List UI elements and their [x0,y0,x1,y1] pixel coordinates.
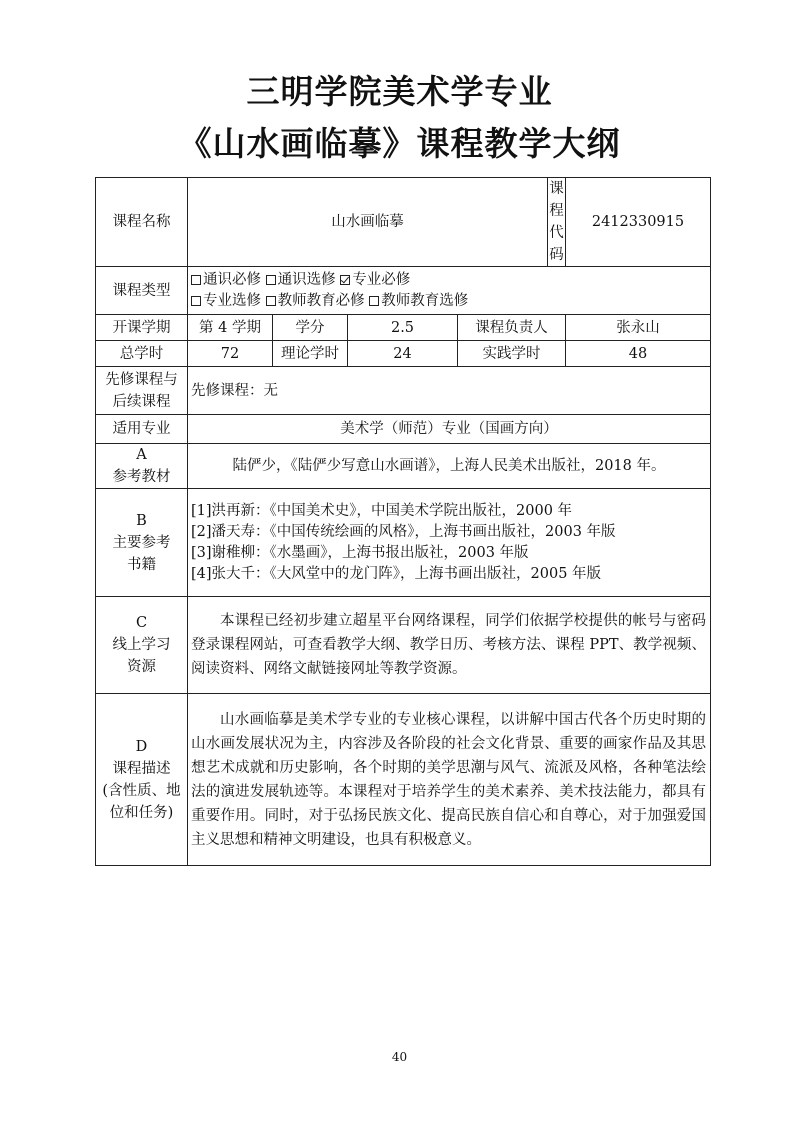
checkbox-icon [191,275,201,285]
row-reference [96,444,711,489]
course-code-label-char: 代 [549,225,564,241]
major-label: 适用专业 [96,415,188,444]
checkbox-icon [266,296,276,306]
course-type-options [188,267,711,315]
online-label: C 线上学习 资源 [96,597,188,694]
theory-hours-value: 24 [348,341,458,367]
reference-label: A 参考教材 [96,444,188,489]
checkbox-checked-icon [340,275,350,285]
row-main-books [96,489,711,597]
option-teacher-required[interactable]: 教师教育必修 [266,293,365,309]
leader-value: 张永山 [566,315,711,341]
credit-value: 2.5 [348,315,458,341]
practice-hours-label: 实践学时 [458,341,566,367]
course-name-label: 课程名称 [96,178,188,267]
leader-label: 课程负责人 [458,315,566,341]
practice-hours-value: 48 [566,341,711,367]
book-item: [4]张大千：《大风堂中的龙门阵》，上海书画出版社，2005 年版 [191,565,602,582]
checkbox-icon [369,296,379,306]
semester-value: 第 4 学期 [188,315,273,341]
course-name-value: 山水画临摹 [188,178,548,267]
book-item: [1]洪再新：《中国美术史》，中国美术学院出版社，2000 年 [191,502,573,519]
row-hours [96,341,711,367]
course-code-label-char: 码 [549,247,564,263]
main-books-list [188,489,711,597]
course-code-value: 2412330915 [566,178,711,267]
row-major [96,415,711,444]
total-hours-value: 72 [188,341,273,367]
credit-label: 学分 [273,315,348,341]
row-online-resources [96,597,711,694]
main-books-label: B 主要参考 书籍 [96,489,188,597]
checkbox-icon [266,275,276,285]
row-description [96,694,711,866]
book-item: [3]谢稚柳：《水墨画》，上海书报出版社，2003 年版 [191,544,529,561]
reference-value: 陆俨少，《陆俨少写意山水画谱》，上海人民美术出版社，2018 年。 [188,444,711,489]
book-item: [2]潘天寿：《中国传统绘画的风格》，上海书画出版社，2003 年版 [191,523,616,540]
theory-hours-label: 理论学时 [273,341,348,367]
checkbox-icon [191,296,201,306]
document-title-line1: 三明学院美术学专业 [246,72,553,111]
course-type-label: 课程类型 [96,267,188,315]
description-label: D 课程描述 (含性质、地 位和任务) [96,694,188,866]
prerequisite-label: 先修课程与 后续课程 [96,367,188,415]
online-value: 本课程已经初步建立超星平台网络课程，同学们依据学校提供的帐号与密码登录课程网站，可查看教学大纲、教学日历、考核方法、课程 PPT、教学视频、阅读资料、网络文献链接网址等教学资源。 [188,597,711,694]
page-number: 40 [391,1050,408,1064]
row-prerequisite [96,367,711,415]
option-teacher-elective[interactable]: 教师教育选修 [369,293,468,309]
row-semester [96,315,711,341]
row-course-type [96,267,711,315]
prerequisite-value: 先修课程：无 [188,367,711,415]
course-code-label-char: 程 [549,203,564,219]
option-major-elective[interactable]: 专业选修 [191,293,261,309]
option-general-elective[interactable]: 通识选修 [266,272,336,288]
total-hours-label: 总学时 [96,341,188,367]
option-major-required[interactable]: 专业必修 [340,272,410,288]
option-general-required[interactable]: 通识必修 [191,272,261,288]
syllabus-table [95,177,711,866]
row-course-name [96,178,711,267]
course-code-label-char: 课 [549,181,564,197]
document-title-line2: 《山水画临摹》课程教学大纲 [178,124,621,163]
course-code-label [548,178,566,267]
major-value: 美术学（师范）专业（国画方向） [188,415,711,444]
description-value: 山水画临摹是美术学专业的专业核心课程，以讲解中国古代各个历史时期的山水画发展状况为主，内容涉及各阶段的社会文化背景、重要的画家作品及其思想艺术成就和历史影响，各个时期的美学思潮与风气、流派及风格，各种笔法绘法的演进发展轨迹等。本课程对于培养学生的美术素养、美术技法能力，都具有重要作用。同时，对于弘扬民族文化、提高民族自信心和自尊心，对于加强爱国主义思想和精神文明建设，也具有积极意义。 [188,694,711,866]
semester-label: 开课学期 [96,315,188,341]
